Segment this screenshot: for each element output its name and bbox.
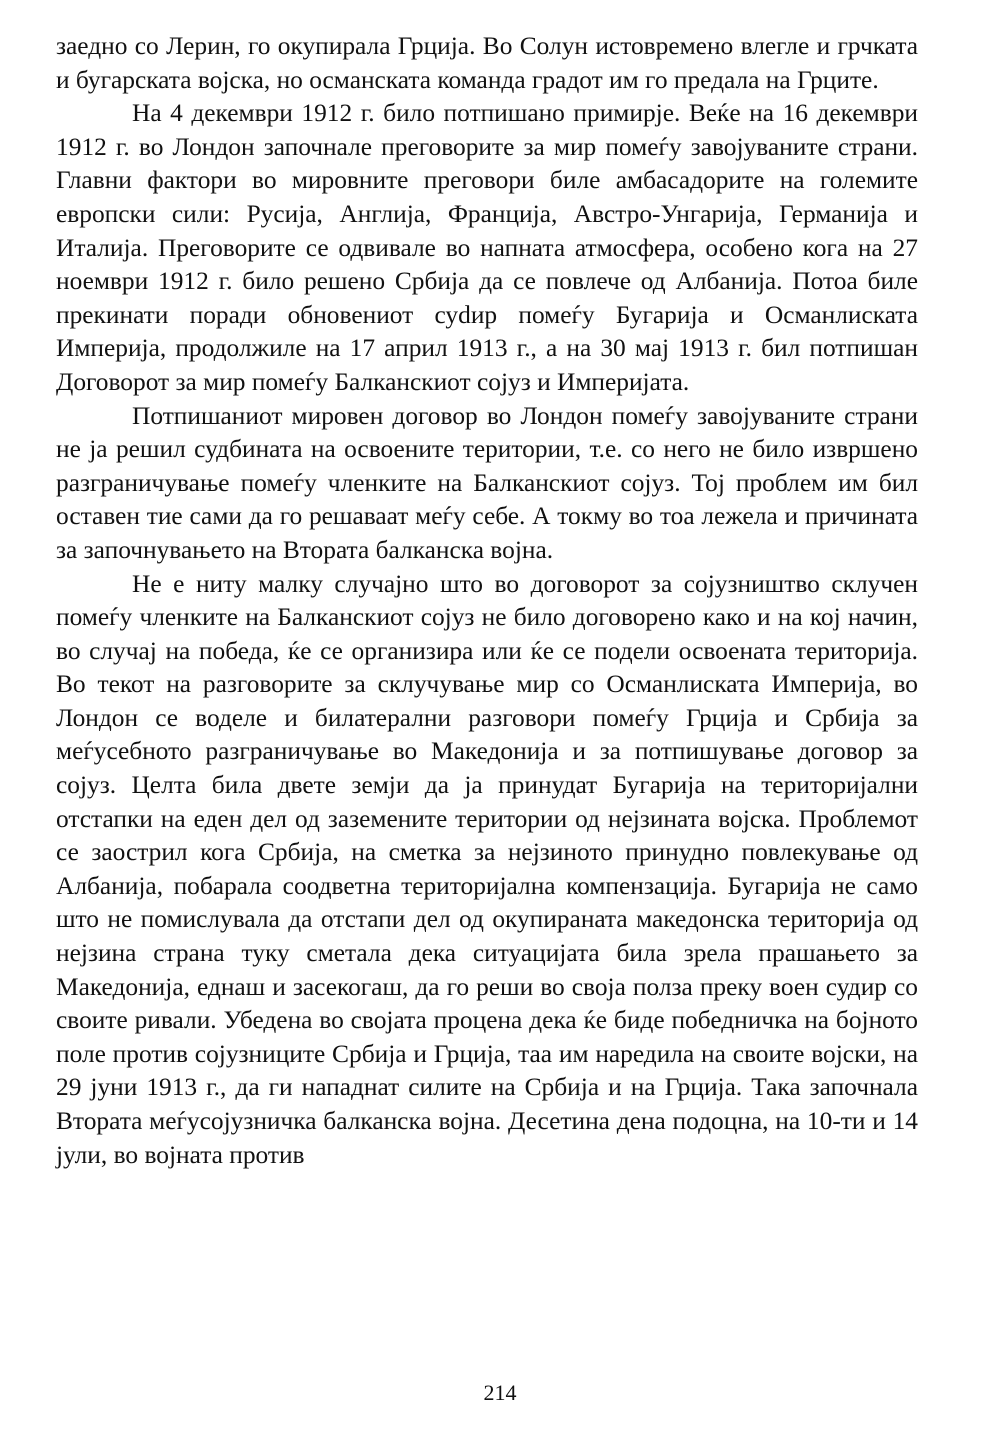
paragraph-continuation: заедно со Лерин, го окупирала Грција. Во Солун истовремено влегле и грчката и бугарската војска, но османската команда градот им го предала на Грците. — [56, 32, 918, 94]
paragraph-peace-treaty: Потпишаниот мировен договор во Лондон помеѓу завојуваните страни не ја решил судбината на освоените територии, т.е. со него не било извршено разграничување помеѓу членките на Балканскиот сојуз. Тој проблем им бил оставен тие сами да го решаваат меѓу себе. А токму во тоа лежела и причината за започнувањето на Втората балканска војна. — [56, 401, 918, 564]
paragraph-second-balkan-war: Не е ниту малку случајно што во договорот за сојузништво склучен помеѓу членките на Балканскиот сојуз не било договорено како и на кој начин, во случај на победа, ќе се организира или ќе се подели освоената територија. Во текот на разговорите за склучување мир со Османлиската Империја, во Лондон се воделе и билатерални разговори помеѓу Грција и Србија за меѓусебното разграничување во Македонија и за потпишување договор за сојуз. Целта била двете земји да ја принудат Бугарија на територијални отстапки на еден дел од заземените територии од нејзината војска. Проблемот се заострил кога Србија, на сметка за нејзиното принудно повлекување од Албанија, побарала соодветна територијална компензација. Бугарија не само што не помислувала да отстапи дел од окупираната македонска територија од нејзина страна туку сметала дека ситуацијата била зрела прашањето за Македонија, еднаш и засекогаш, да го реши во своја полза преку воен судир со своите ривали. Убедена во својата процена дека ќе биде победничка на бојното поле против сојузниците Србија и Грција, таа им наредила на своите војски, на 29 јуни 1913 г., да ги нападнат силите на Србија и на Грција. Така започнала Втората меѓусојузничка балканска војна. Десетина дена подоцна, на 10-ти и 14 јули, во војната против — [56, 569, 918, 1169]
page-body — [56, 30, 918, 1172]
page-number: 214 — [483, 1380, 517, 1405]
paragraph-armistice: На 4 декември 1912 г. било потпишано примирје. Веќе на 16 декември 1912 г. во Лондон започнале преговорите за мир помеѓу завојуваните страни. Главни фактори во мировните преговори биле амбасадорите на големите европски сили: Русија, Англија, Франција, Австро-Унгарија, Германија и Италија. Преговорите се одвивале во напната атмосфера, особено кога на 27 ноември 1912 г. било решено Србија да се повлече од Албанија. Потоа биле прекинати поради обновениот суdир помеѓу Бугарија и Османлиската Империја, продолжиле на 17 април 1913 г., а на 30 мај 1913 г. бил потпишан Договорот за мир помеѓу Балканскиот сојуз и Империјата. — [56, 99, 918, 396]
